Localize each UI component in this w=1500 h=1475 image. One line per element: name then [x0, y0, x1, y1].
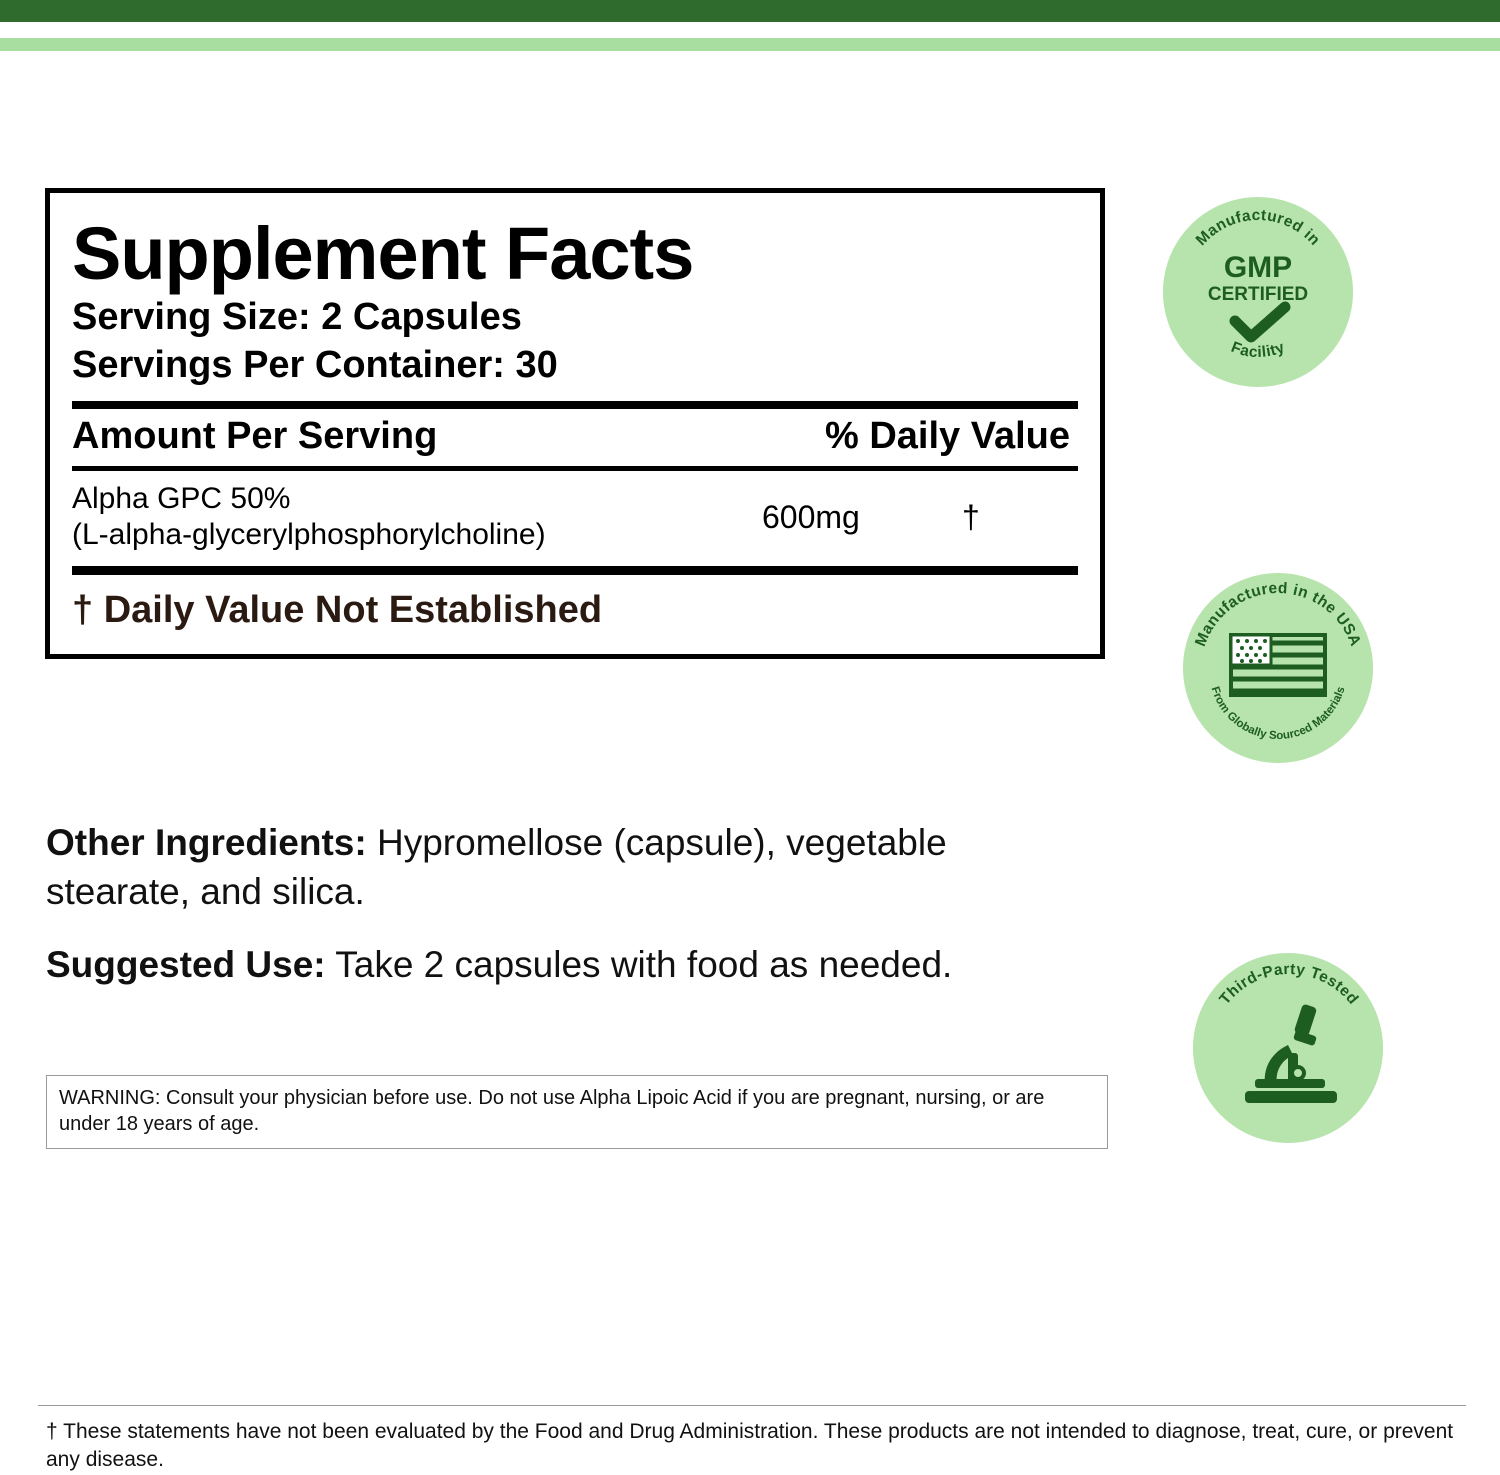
divider-thick-top [72, 401, 1078, 409]
servings-per-container: Servings Per Container: 30 [72, 344, 558, 387]
badge-gmp-arc-top: Manufactured in [1192, 206, 1324, 250]
badge-gmp-main: GMP [1223, 251, 1293, 284]
top-light-bar [0, 38, 1500, 51]
checkmark-icon [1235, 307, 1285, 337]
serving-size: Serving Size: 2 Capsules [72, 296, 522, 339]
suggested-use-text: Take 2 capsules with food as needed. [325, 944, 953, 985]
daily-value-footnote: † Daily Value Not Established [72, 589, 603, 632]
top-dark-bar [0, 0, 1500, 22]
warning-text: WARNING: Consult your physician before use. Do not use Alpha Lipoic Acid if you are pregnant, nursing, or are under 18 years of age. [59, 1087, 1045, 1135]
suggested-use-label: Suggested Use: [46, 944, 326, 985]
divider-thick-bottom [72, 566, 1078, 575]
badge-gmp-sub: CERTIFIED [1207, 284, 1309, 305]
ingredient-name-line1: Alpha GPC 50% [72, 481, 291, 515]
badge-gmp-certified [1163, 197, 1353, 387]
ingredient-amount: 600mg [762, 498, 860, 535]
badge-gmp-arc-bottom: Facility [1228, 338, 1288, 362]
usa-flag-icon [1231, 635, 1325, 695]
daily-value-header: % Daily Value [824, 414, 1070, 457]
suggested-use [46, 940, 1076, 989]
ingredient-name-line2: (L-alpha-glycerylphosphorylcholine) [72, 518, 546, 552]
fda-disclaimer-text: † These statements have not been evaluated by the Food and Drug Administration. These products are not intended to diagnose, treat, cure, or prevent any disease. [46, 1420, 1454, 1472]
table-row [70, 471, 1080, 566]
badge-usa-arc-top: Manufactured in the USA [1192, 579, 1364, 649]
other-ingredients [46, 818, 1076, 916]
microscope-icon [1245, 1004, 1337, 1103]
badge-usa-arc-bottom: From Globally Sourced Materials [1208, 685, 1348, 743]
badge-third-arc-top: Third-Party Tested [1216, 960, 1362, 1008]
page-title: Supplement Facts [72, 212, 694, 295]
supplement-facts-panel [45, 188, 1105, 659]
other-ingredients-label: Other Ingredients: [46, 822, 367, 863]
ingredient-name [72, 481, 762, 554]
badge-third-party-tested [1193, 953, 1383, 1143]
fda-disclaimer [38, 1405, 1466, 1475]
table-header-row [70, 409, 1080, 466]
warning-box [46, 1075, 1108, 1149]
badge-made-in-usa [1183, 573, 1373, 763]
amount-per-serving-header: Amount Per Serving [72, 414, 438, 457]
other-ingredients-text: Hypromellose (capsule), vegetable stearate, and silica. [46, 822, 947, 913]
ingredient-daily-value: † [962, 498, 980, 535]
